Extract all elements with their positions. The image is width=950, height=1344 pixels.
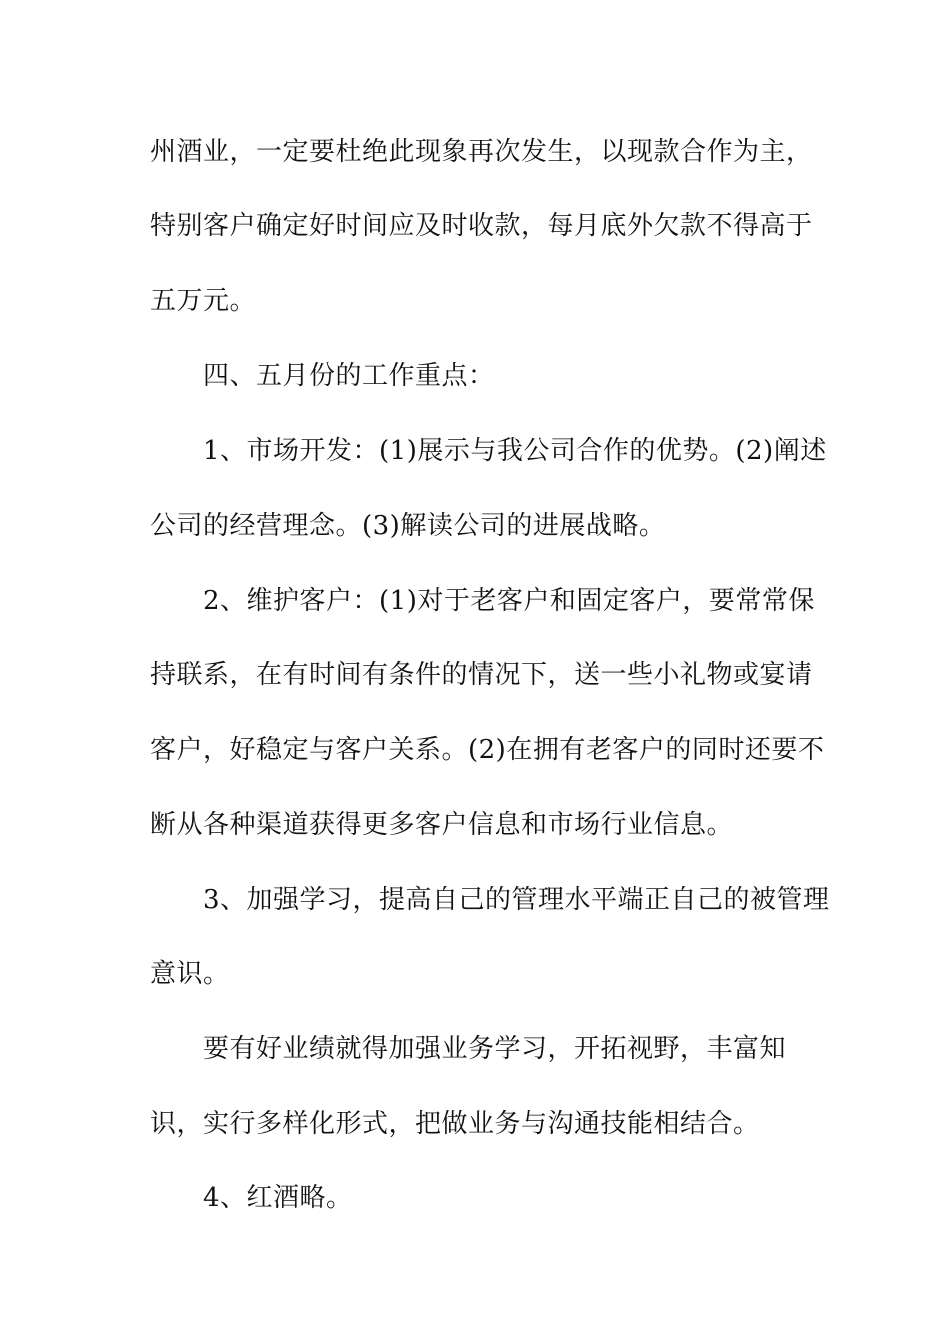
list-item-line: 1、市场开发：(1)展示与我公司合作的优势。(2)阐述	[203, 436, 827, 466]
paragraph-line: 识，实行多样化形式，把做业务与沟通技能相结合。	[150, 1109, 760, 1139]
list-item-line: 2、维护客户：(1)对于老客户和固定客户，要常常保	[203, 586, 815, 616]
list-item-line: 持联系，在有时间有条件的情况下，送一些小礼物或宴请	[150, 660, 813, 690]
list-item-line: 公司的经营理念。(3)解读公司的进展战略。	[150, 511, 666, 541]
list-item-line: 客户，好稳定与客户关系。(2)在拥有老客户的同时还要不	[150, 735, 825, 765]
paragraph-line: 要有好业绩就得加强业务学习，开拓视野，丰富知	[203, 1034, 787, 1064]
list-item-line: 意识。	[150, 959, 230, 989]
paragraph-line: 特别客户确定好时间应及时收款，每月底外欠款不得高于	[150, 211, 813, 241]
list-item-line: 4、红酒略。	[203, 1183, 353, 1213]
section-heading: 四、五月份的工作重点：	[203, 361, 495, 391]
list-item-line: 3、加强学习，提高自己的管理水平端正自己的被管理	[203, 885, 830, 915]
list-item-line: 断从各种渠道获得更多客户信息和市场行业信息。	[150, 810, 734, 840]
paragraph-line: 五万元。	[150, 286, 257, 316]
paragraph-line: 州酒业，一定要杜绝此现象再次发生，以现款合作为主，	[150, 137, 813, 167]
